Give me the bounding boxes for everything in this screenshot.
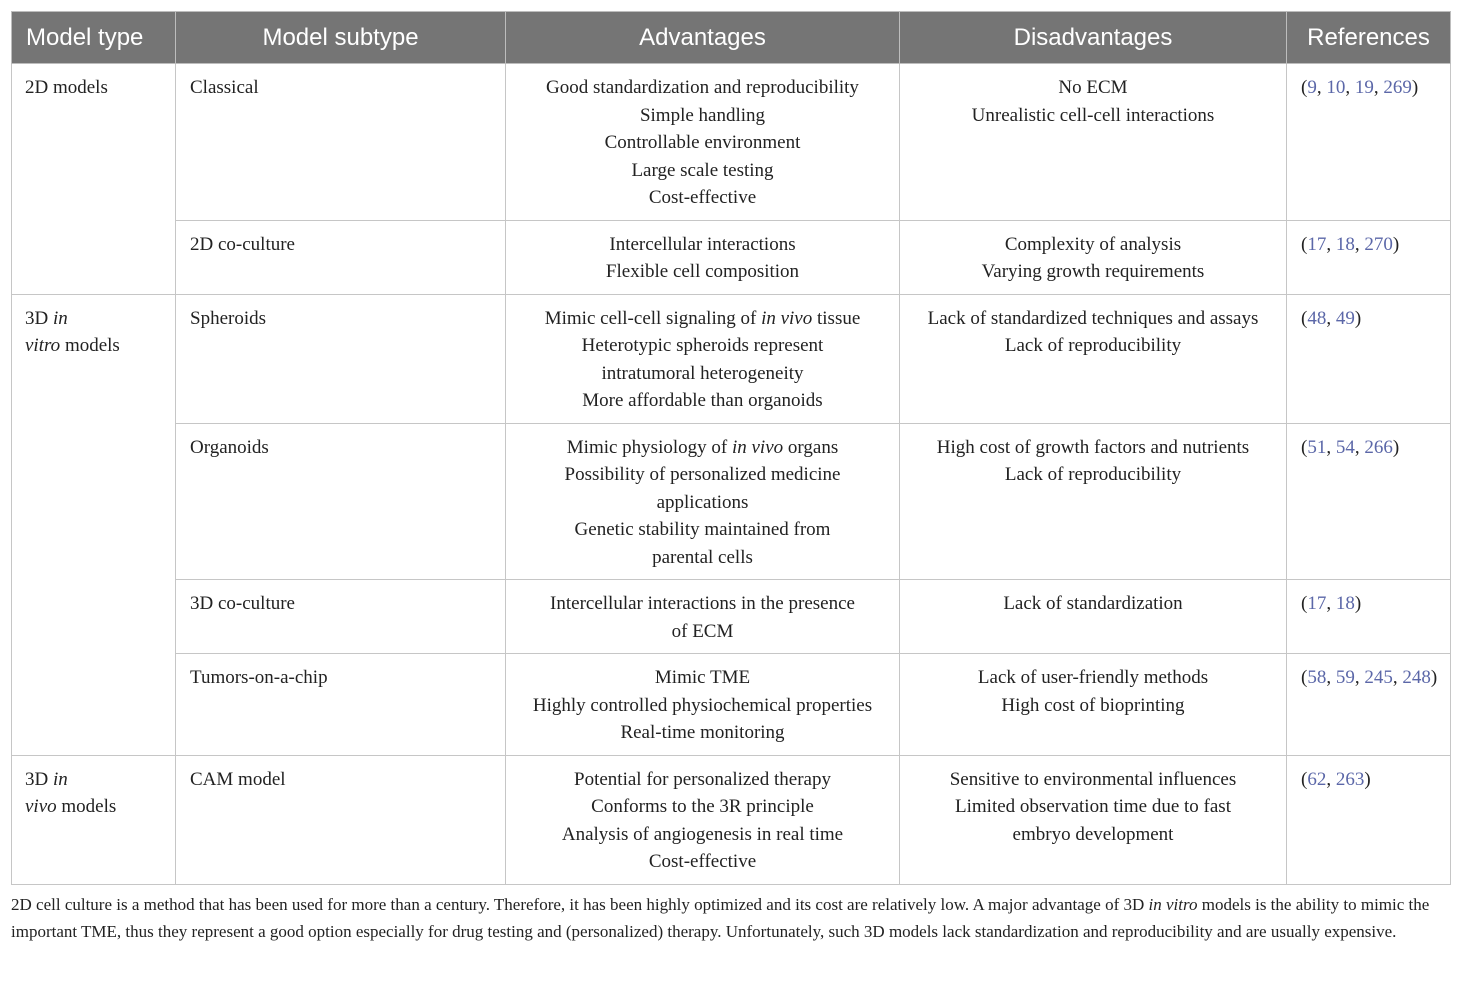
reference-link[interactable]: 9 [1307, 77, 1317, 98]
cell-disadvantages [900, 64, 1287, 221]
reference-link[interactable]: 48 [1307, 307, 1327, 329]
advantages-line: Mimic physiology of in vivo organs [566, 436, 839, 458]
table-header [12, 12, 1451, 64]
model-type-italic: in [52, 307, 68, 329]
cell-model-subtype: 2D co-culture [176, 220, 506, 294]
cell-model-subtype: CAM model [176, 755, 506, 884]
cell-model-subtype: 3D co-culture [176, 580, 506, 654]
cell-model-subtype: Tumors-on-a-chip [176, 654, 506, 756]
cell-advantages [506, 580, 900, 654]
reference-link[interactable]: 263 [1335, 768, 1365, 790]
advantages-line: Heterotypic spheroids represent [581, 335, 824, 356]
header-disadvantages: Disadvantages [900, 12, 1287, 64]
model-type-suffix: models [60, 335, 120, 356]
advantages-line: Conforms to the 3R principle [591, 796, 814, 817]
model-type-suffix: models [56, 796, 117, 817]
cell-advantages [506, 423, 900, 580]
table-row [12, 654, 1451, 756]
cell-disadvantages [900, 423, 1287, 580]
disadvantages-line: Limited observation time due to fast [955, 796, 1231, 817]
disadvantages-line: Unrealistic cell-cell interactions [971, 104, 1215, 126]
disadvantages-line: Complexity of analysis [1004, 233, 1182, 255]
cell-references: (9, 10, 19, 269) [1287, 64, 1451, 221]
table-footnote [11, 891, 1450, 945]
advantages-line: of ECM [671, 620, 734, 642]
footnote-text-1: 2D cell culture is a method that has been used for more than a century. Therefore, it has been highly optimized and its cost are relatively low. A major advantage of 3D [11, 894, 1149, 914]
model-type-italic-2: vivo [25, 796, 57, 817]
cell-disadvantages [900, 580, 1287, 654]
advantages-line: Cost-effective [648, 187, 757, 208]
cell-references: (17, 18) [1287, 580, 1451, 654]
cell-disadvantages [900, 220, 1287, 294]
reference-link[interactable]: 17 [1307, 593, 1327, 614]
table-row [12, 423, 1451, 580]
document [11, 11, 1450, 945]
cell-model-subtype: Classical [176, 64, 506, 221]
advantages-line: More affordable than organoids [582, 390, 823, 411]
advantages-line: Possibility of personalized medicine [564, 464, 841, 485]
reference-link[interactable]: 269 [1383, 77, 1412, 98]
advantages-line: Mimic cell-cell signaling of in vivo tissue [544, 307, 861, 329]
advantages-line: Analysis of angiogenesis in real time [561, 823, 844, 845]
cell-advantages [506, 654, 900, 756]
header-advantages: Advantages [506, 12, 900, 64]
cell-advantages [506, 755, 900, 884]
reference-link[interactable]: 49 [1335, 307, 1355, 329]
advantages-line: Simple handling [639, 104, 766, 126]
cell-model-subtype: Spheroids [176, 294, 506, 423]
disadvantages-line: High cost of bioprinting [1001, 694, 1185, 716]
cell-model-type [12, 64, 176, 295]
reference-link[interactable]: 248 [1402, 667, 1431, 688]
reference-link[interactable]: 18 [1335, 593, 1355, 614]
disadvantages-line: Varying growth requirements [981, 261, 1205, 282]
model-type-prefix: 3D [25, 768, 53, 790]
reference-link[interactable]: 54 [1335, 436, 1355, 458]
disadvantages-line: Lack of user-friendly methods [977, 667, 1209, 688]
advantages-line: Intercellular interactions in the presence [550, 593, 855, 614]
table-row [12, 755, 1451, 884]
advantages-line: applications [656, 491, 749, 513]
table-row [12, 220, 1451, 294]
advantages-line: Genetic stability maintained from [574, 519, 831, 540]
model-type-prefix: 3D [25, 307, 53, 329]
advantages-line: Controllable environment [604, 132, 801, 153]
table-row [12, 294, 1451, 423]
model-type-italic-2: vitro [25, 335, 61, 356]
footnote-italic: in vitro [1148, 894, 1198, 914]
cell-model-type [12, 755, 176, 884]
reference-link[interactable]: 266 [1364, 436, 1393, 458]
cell-references: (62, 263) [1287, 755, 1451, 884]
advantages-line: Flexible cell composition [605, 261, 800, 282]
model-comparison-table [11, 11, 1451, 885]
header-references: References [1287, 12, 1451, 64]
cell-references: (17, 18, 270) [1287, 220, 1451, 294]
advantages-line: Real-time monitoring [620, 722, 785, 743]
disadvantages-line: Lack of reproducibility [1004, 335, 1182, 356]
disadvantages-line: Lack of standardization [1003, 593, 1183, 614]
cell-references: (48, 49) [1287, 294, 1451, 423]
cell-disadvantages [900, 294, 1287, 423]
cell-disadvantages [900, 654, 1287, 756]
reference-link[interactable]: 10 [1326, 77, 1346, 98]
reference-link[interactable]: 18 [1335, 233, 1355, 255]
cell-references: (58, 59, 245, 248) [1287, 654, 1451, 756]
reference-link[interactable]: 17 [1307, 233, 1327, 255]
advantages-line: parental cells [652, 546, 753, 568]
footnote-text-2: models is the ability to mimic the important TME, thus they represent a good option especially for drug testing and (personalized) therapy. Unfortunately, such 3D models lack standardization and reproducibility and are usually expensive. [11, 894, 1430, 941]
advantages-line: Mimic TME [654, 667, 751, 688]
reference-link[interactable]: 19 [1354, 77, 1374, 98]
model-type-italic: in [52, 768, 68, 790]
table-row [12, 580, 1451, 654]
advantages-line: Highly controlled physiochemical properties [532, 694, 873, 716]
disadvantages-line: Lack of standardized techniques and assays [927, 307, 1259, 329]
header-model-subtype: Model subtype [176, 12, 506, 64]
disadvantages-line: No ECM [1058, 77, 1128, 98]
table-row [12, 64, 1451, 221]
reference-link[interactable]: 245 [1364, 667, 1393, 688]
advantages-line: intratumoral heterogeneity [601, 362, 804, 384]
disadvantages-line: Lack of reproducibility [1004, 464, 1182, 485]
cell-advantages [506, 64, 900, 221]
header-model-type: Model type [12, 12, 176, 64]
disadvantages-line: High cost of growth factors and nutrients [936, 436, 1250, 458]
advantages-line: Large scale testing [631, 159, 774, 181]
reference-link[interactable]: 51 [1307, 436, 1327, 458]
reference-link[interactable]: 59 [1335, 667, 1355, 688]
cell-advantages [506, 220, 900, 294]
advantages-line: Good standardization and reproducibility [546, 77, 859, 98]
cell-model-type [12, 294, 176, 755]
cell-disadvantages [900, 755, 1287, 884]
advantages-line: Intercellular interactions [609, 233, 796, 255]
header-row [12, 12, 1451, 64]
advantages-line: Cost-effective [648, 851, 757, 872]
advantages-line: Potential for personalized therapy [574, 768, 831, 790]
reference-link[interactable]: 62 [1307, 768, 1327, 790]
cell-advantages [506, 294, 900, 423]
reference-link[interactable]: 270 [1364, 233, 1393, 255]
disadvantages-line: embryo development [1012, 823, 1174, 845]
model-type-label: 2D models [25, 77, 108, 98]
table-body [12, 64, 1451, 885]
reference-link[interactable]: 58 [1307, 667, 1327, 688]
disadvantages-line: Sensitive to environmental influences [949, 768, 1237, 790]
cell-model-subtype: Organoids [176, 423, 506, 580]
cell-references: (51, 54, 266) [1287, 423, 1451, 580]
